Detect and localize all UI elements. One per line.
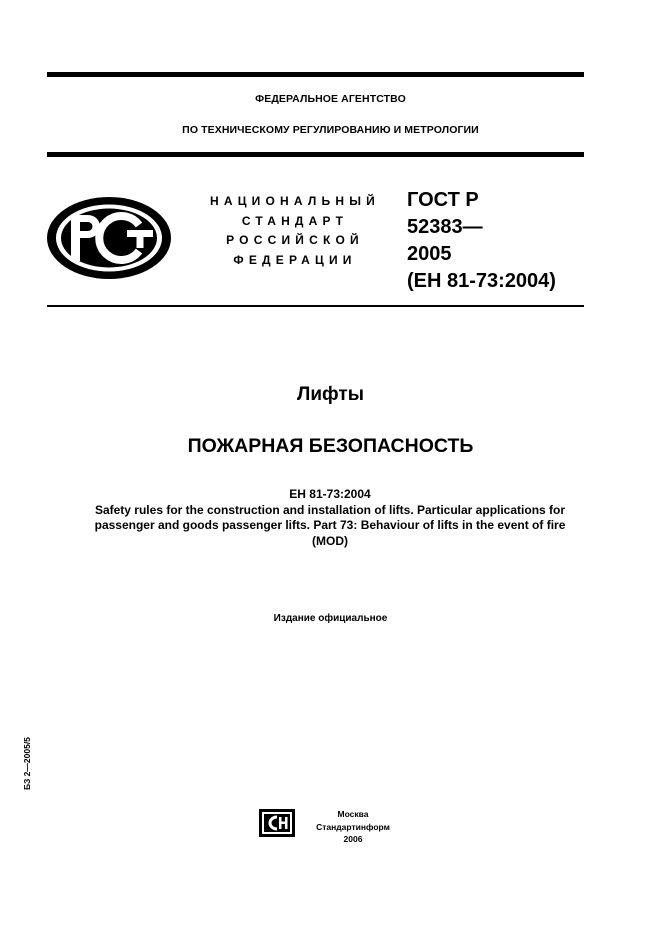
top-rule: [47, 72, 584, 77]
official-edition: Издание официальное: [273, 613, 388, 624]
en-line-3: (MOD): [312, 533, 348, 548]
en-line-2: passenger and goods passenger lifts. Part 73: Behaviour of lifts in the event of fire: [94, 518, 566, 532]
gost-designation: [407, 187, 556, 295]
gost-line-2: 52383—: [407, 216, 483, 238]
national-standard-caption: [200, 192, 390, 270]
english-title-block: [40, 487, 620, 549]
document-subtitle: ПОЖАРНАЯ БЕЗОПАСНОСТЬ: [187, 435, 474, 457]
national-line-3: РОССИЙСКОЙ: [226, 233, 364, 247]
side-code: БЗ 2—2005/5: [22, 737, 32, 790]
agency-line-1: ФЕДЕРАЛЬНОЕ АГЕНТСТВО: [255, 93, 406, 105]
en-line-1: Safety rules for the construction and installation of lifts. Particular applications for: [94, 502, 566, 517]
national-line-1: НАЦИОНАЛЬНЫЙ: [209, 194, 381, 208]
publisher-year: 2006: [343, 834, 363, 844]
gost-line-1: ГОСТ Р: [407, 189, 479, 211]
standartinform-logo-icon: [258, 808, 296, 838]
en-code: ЕН 81-73:2004: [289, 487, 371, 501]
publisher-info: [308, 808, 398, 846]
gost-line-3: 2005: [407, 243, 452, 265]
publisher-name: Стандартинформ: [316, 821, 390, 832]
gost-line-4: (ЕН 81-73:2004): [407, 270, 556, 292]
publisher-city: Москва: [337, 809, 369, 819]
rst-certification-logo-icon: [45, 195, 173, 281]
mid-rule: [47, 152, 584, 157]
thin-rule: [47, 305, 584, 307]
national-line-2: СТАНДАРТ: [241, 213, 349, 228]
national-line-4: ФЕДЕРАЦИИ: [233, 252, 357, 267]
document-title: Лифты: [297, 384, 364, 405]
agency-line-2: ПО ТЕХНИЧЕСКОМУ РЕГУЛИРОВАНИЮ И МЕТРОЛОГИИ: [182, 124, 479, 136]
